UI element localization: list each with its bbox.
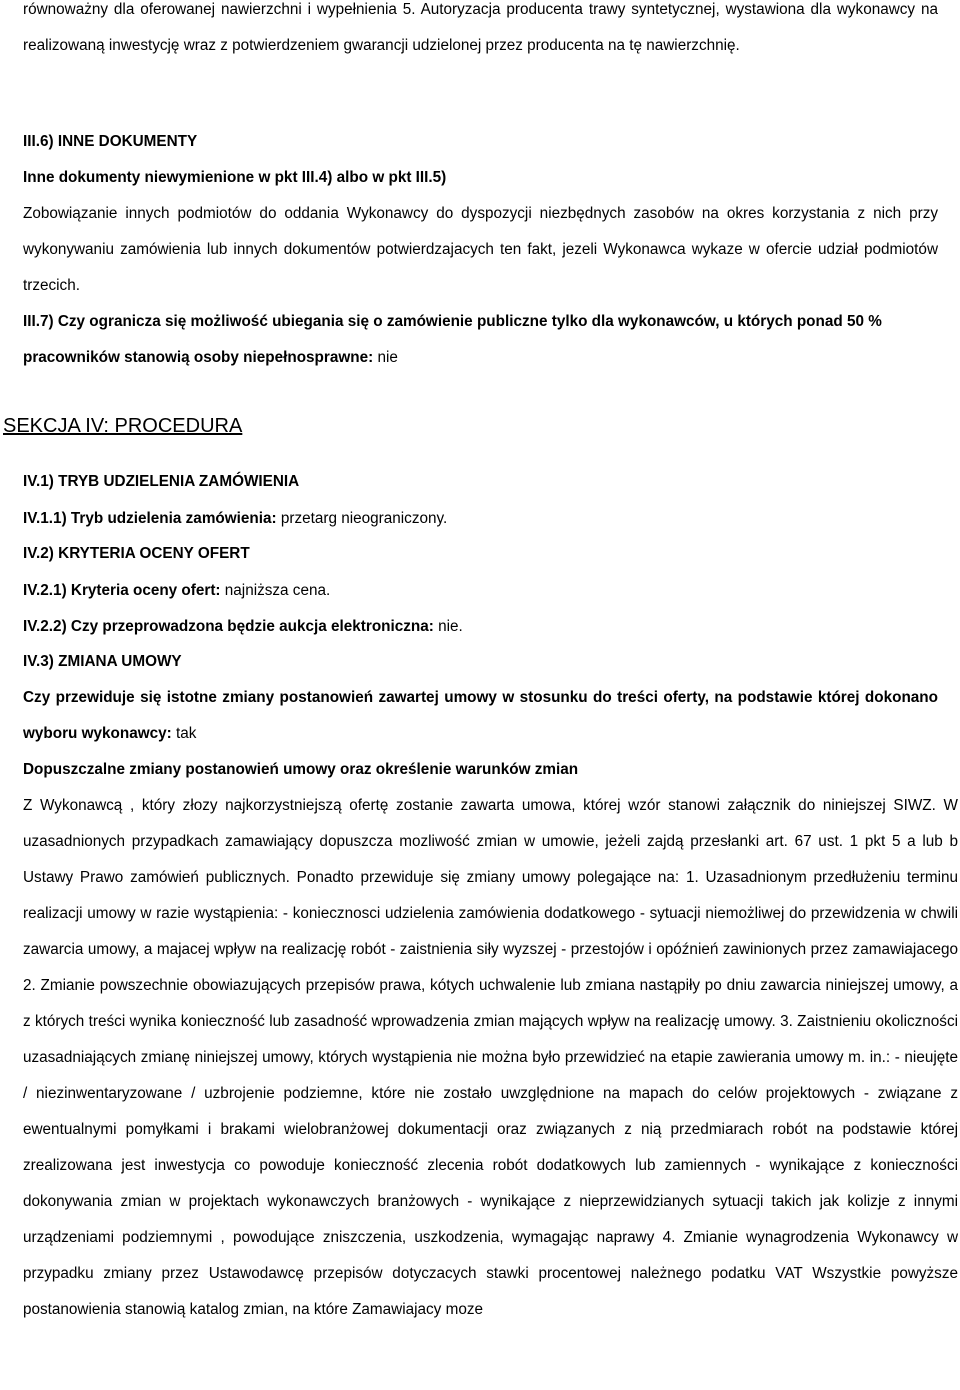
section-iii6-heading: III.6) INNE DOKUMENTY (23, 133, 198, 150)
section-iv-title: SEKCJA IV: PROCEDURA (3, 415, 243, 437)
iv2-heading: IV.2) KRYTERIA OCENY OFERT (23, 545, 250, 562)
section-iii6-text: Zobowiązanie innych podmiotów do oddania Wykonawcy do dyspozycji niezbędnych zasobów na okres korzystania z nich przy wykonywaniu zamówienia lub innych dokumentów potwierdzajacych ten fakt, jezeli Wykonawca wykaze w ofercie udział podmiotów trzecich. (23, 205, 938, 294)
change-answer: tak (171, 725, 197, 742)
section-iii7-question: III.7) Czy ogranicza się możliwość ubiegania się o zamówienie publiczne tylko dla wykonawców, u których ponad 50 % pracowników stanowią osoby niepełnosprawne: (23, 313, 882, 366)
allowed-changes-text: Z Wykonawcą , który złozy najkorzystniejszą ofertę zostanie zawarta umowa, której wzór stanowi załącznik do niniejszej SIWZ. W uzasadnionych przypadkach zamawiający dopuszcza mozliwość zmian w umowie, jeżeli zajdą przesłanki art. 67 ust. 1 pkt 5 a lub b Ustawy Prawo zamówień publicznych. Ponadto przewiduje się zmiany umowy polegające na: 1. Uzasadnionym przedłużeniu terminu realizacji umowy w razie wystąpienia: - koniecznosci udzielenia zamówienia dodatkowego - sytuacji niemożliwej do przewidzenia w chwili zawarcia umowy, a majacej wpływ na realizację robót - zaistnienia siły wyzszej - przestojów i opóźnień zawinionych przez zamawiajacego 2. Zmianie powszechnie obowiazujących przepisów prawa, kótych uchwalenie lub zmiana nastąpiły po dniu zawarcia niniejszej umowy, a z których treści wynika konieczność lub zasadność wprowadzenia zmian mających wpływ na realizację umowy. 3. Zaistnieniu okoliczności uzasadniających zmianę niniejszej umowy, których wystąpienia nie można było przewidzieć na etapie zawierania umowy m. in.: - nieujęte / niezinwentaryzowane / uzbrojenie podziemne, które nie zostało uwzględnione na mapach do celów projektowych - związane z ewentualnymi pomyłkami i brakami wielobranżowej dokumentacji oraz związanych z nią przedmiarach robót na podstawie której zrealizowana jest inwestycja co powoduje konieczność zlecenia robót dodatkowych lub zamiennych - wynikające z konieczności dokonywania zmian w projektach wykonawczych branżowych - wynikające z nieprzewidzianych sytuacji takich jak kolizje z innymi urządzeniami podziemnymi , powodujące zniszczenia, uszkodzenia, wymagając naprawy 4. Zmianie wynagrodzenia Wykonawcy w przypadku zmiany przez Ustawodawcę przepisów dotyczacych stawki procentowej należnego podatku VAT Wszystkie powyższe postanowienia stanowią katalog zmian, na które Zamawiajacy moze (23, 797, 958, 1318)
iv3-heading: IV.3) ZMIANA UMOWY (23, 653, 182, 670)
change-question: Czy przewiduje się istotne zmiany postanowień zawartej umowy w stosunku do treści oferty, na podstawie której dokonano wyboru wykonawcy: (23, 689, 938, 742)
iv11-value: przetarg nieograniczony. (276, 510, 448, 527)
iv1-heading: IV.1) TRYB UDZIELENIA ZAMÓWIENIA (23, 473, 300, 490)
section-iii7-answer: nie (373, 349, 398, 366)
iv21-value: najniższa cena. (220, 582, 331, 599)
allowed-changes-heading: Dopuszczalne zmiany postanowień umowy oraz określenie warunków zmian (23, 761, 579, 778)
section-iii7-paragraph (23, 304, 938, 376)
change-question-paragraph (23, 680, 938, 752)
section-iii6-subheading: Inne dokumenty niewymienione w pkt III.4) albo w pkt III.5) (23, 169, 447, 186)
iv22-value: nie. (433, 618, 463, 635)
iv22-line (23, 617, 463, 637)
iv22-label: IV.2.2) Czy przeprowadzona będzie aukcja elektroniczna: (23, 618, 434, 635)
iv21-line (23, 581, 330, 601)
intro-paragraph: równoważny dla oferowanej nawierzchni i wypełnienia 5. Autoryzacja producenta trawy syntetycznej, wystawiona dla wykonawcy na realizowaną inwestycję wraz z potwierdzeniem gwarancji udzielonej przez producenta na tę nawierzchnię. (23, 1, 938, 54)
iv21-label: IV.2.1) Kryteria oceny ofert: (23, 582, 221, 599)
iv11-label: IV.1.1) Tryb udzielenia zamówienia: (23, 510, 277, 527)
iv11-line (23, 509, 447, 529)
